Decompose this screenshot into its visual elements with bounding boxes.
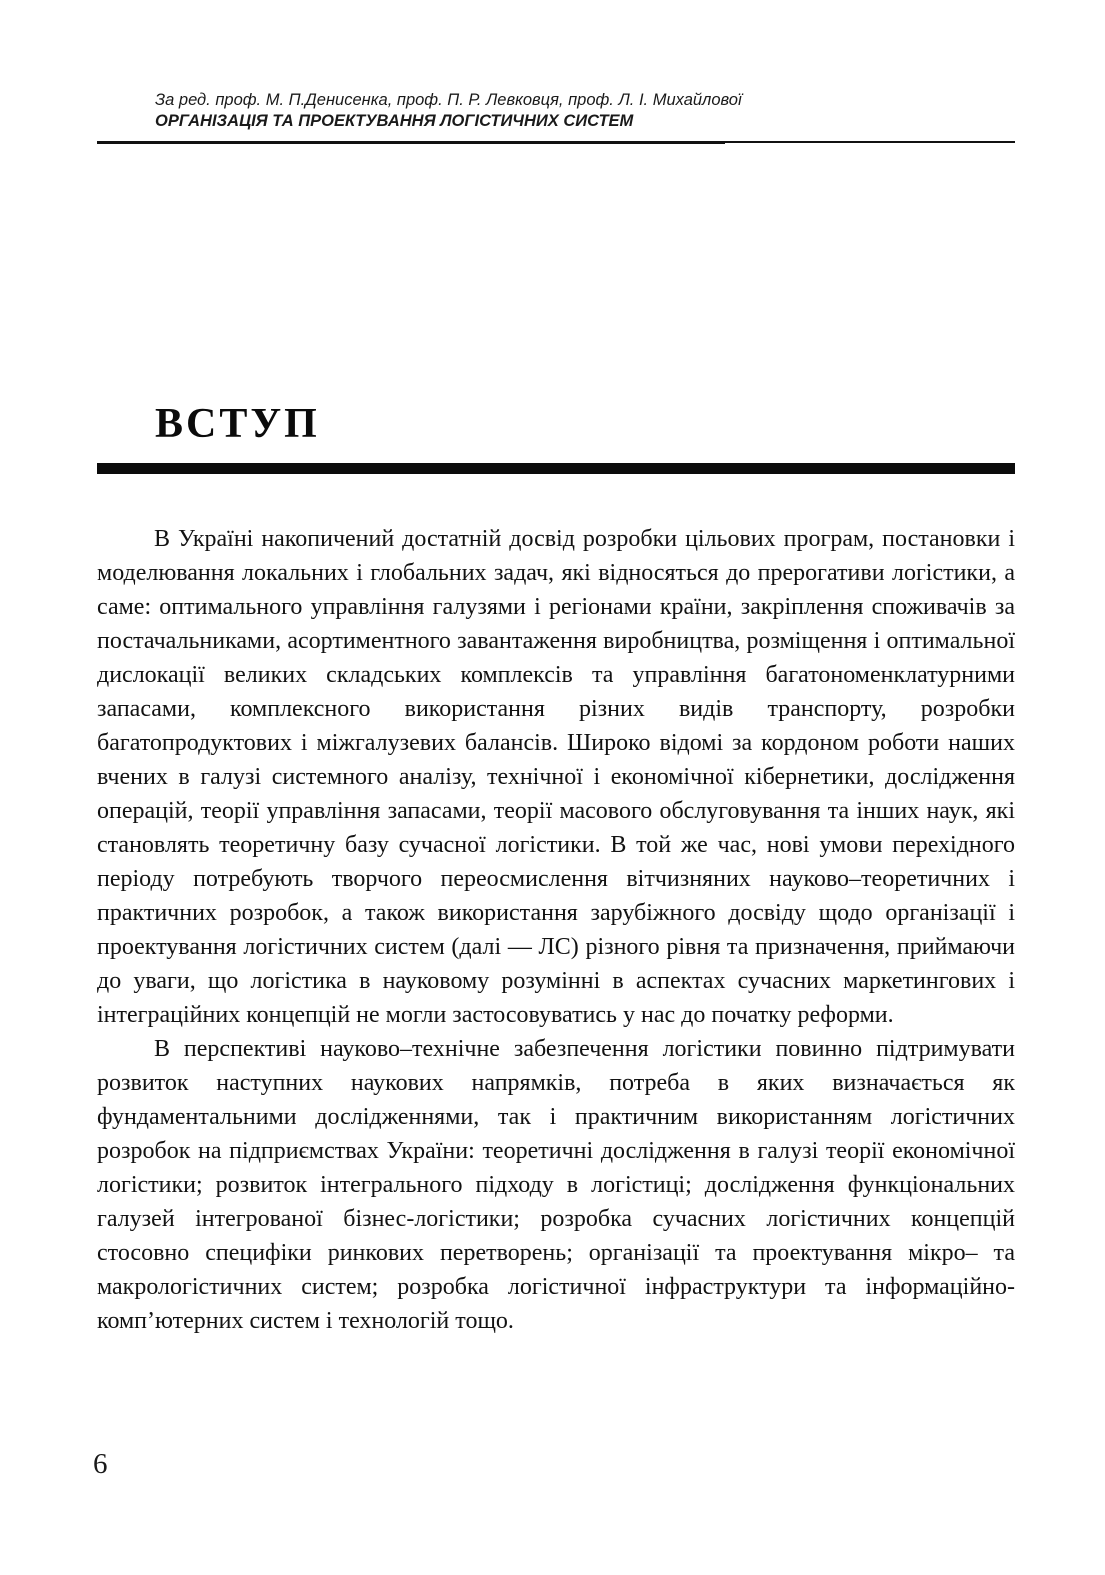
page-header (155, 90, 1015, 132)
page-number: 6 (93, 1448, 108, 1480)
header-book-title: ОРГАНІЗАЦІЯ ТА ПРОЕКТУВАННЯ ЛОГІСТИЧНИХ СИСТЕМ (155, 112, 634, 130)
header-rule-thick-segment (97, 141, 725, 144)
header-editors-line: За ред. проф. М. П.Денисенка, проф. П. Р. Левковця, проф. Л. І. Михайлової (155, 91, 742, 109)
chapter-title: ВСТУП (155, 401, 320, 447)
body-text (97, 522, 1015, 1338)
paragraph-1: В Україні накопичений достатній досвід розробки цільових програм, постановки і моделювання локальних і глобальних задач, які відносяться до прерогативи логістики, а саме: оптимального управління галузями і регіонами країни, закріплення споживачів за постачальниками, асортиментного завантаження виробництва, розміщення і оптимальної дислокації великих складських комплексів та управління багатономенклатурними запасами, комплексного використання різних видів транспорту, розробки багатопродуктових і міжгалузевих балансів. Широко відомі за кордоном роботи наших вчених в галузі системного аналізу, технічної і економічної кібернетики, дослідження операцій, теорії управління запасами, теорії масового обслуговування та інших наук, які становлять теоретичну базу сучасної логістики. В той же час, нові умови перехідного періоду потребують творчого переосмислення вітчизняних науково–теоретичних і практичних розробок, а також використання зарубіжного досвіду щодо організації і проектування логістичних систем (далі — ЛС) різного рівня та призначення, приймаючи до уваги, що логістика в науковому розумінні в аспектах сучасних маркетингових і інтеграційних концепцій не могли застосовуватись у нас до початку реформи. (97, 526, 1015, 1028)
paragraph-2: В перспективі науково–технічне забезпечення логістики повинно підтримувати розвиток наступних наукових напрямків, потреба в яких визначається як фундаментальними дослідженнями, так і практичним використанням логістичних розробок на підприємствах України: теоретичні дослідження в галузі теорії економічної логістики; розвиток інтегрального підходу в логістиці; дослідження функціональних галузей інтегрованої бізнес-логістики; розробка сучасних логістичних концепцій стосовно специфіки ринкових перетворень; організації та проектування мікро– та макрологістичних систем; розробка логістичної інфраструктури та інформаційно-комп’ютерних систем і технологій тощо. (97, 1036, 1015, 1334)
chapter-title-underline (97, 463, 1015, 474)
